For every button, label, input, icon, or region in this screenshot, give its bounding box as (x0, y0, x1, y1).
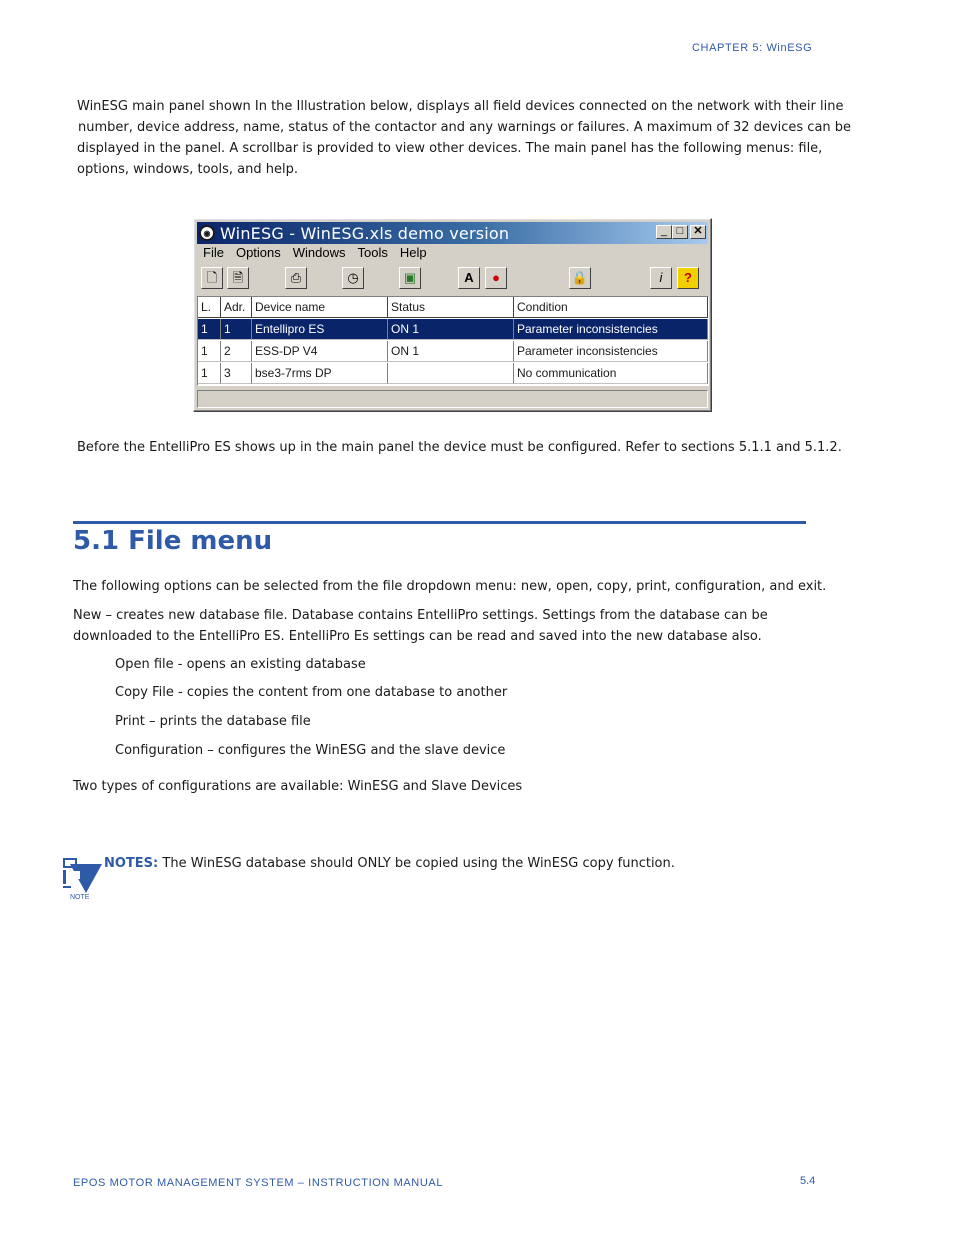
note-text (104, 853, 675, 874)
font-icon[interactable]: A (458, 267, 480, 289)
title-bar (197, 222, 708, 244)
cell-status: ON 1 (388, 341, 514, 362)
maximize-icon[interactable]: □ (672, 225, 688, 239)
print-icon[interactable]: ⎙ (285, 267, 307, 289)
table-header (198, 297, 708, 319)
column-header[interactable]: Status (388, 297, 514, 318)
cell-address: 2 (221, 341, 252, 362)
new-file-icon[interactable]: 🗋 (201, 267, 223, 289)
window-title: WinESG - WinESG.xls demo version (220, 223, 510, 243)
column-header[interactable]: Device name (252, 297, 388, 318)
table-row[interactable] (198, 341, 708, 363)
info-icon[interactable]: i (650, 267, 672, 289)
cell-line: 1 (198, 319, 221, 340)
intro-paragraph (77, 96, 852, 180)
cell-line: 1 (198, 341, 221, 362)
footer-manual-title: EPOS MOTOR MANAGEMENT SYSTEM – INSTRUCTION MANUAL (73, 1177, 444, 1189)
window-controls (656, 225, 706, 239)
column-header[interactable]: Condition (514, 297, 708, 318)
cell-address: 1 (221, 319, 252, 340)
chapter-heading: CHAPTER 5: WinESG (692, 42, 813, 54)
note-label: NOTES: (104, 856, 159, 871)
note-icon (60, 855, 104, 905)
page-number: 5.4 (800, 1175, 816, 1187)
new-file-paragraph (73, 605, 833, 647)
status-bar (197, 390, 708, 408)
new-file-line: downloaded to the EntelliPro ES. EntelliPro Es settings can be read and saved into the new database also. (73, 629, 762, 644)
configure-icon[interactable]: ▣ (399, 267, 421, 289)
cell-status (388, 363, 514, 384)
cell-status: ON 1 (388, 319, 514, 340)
app-icon: ◉ (199, 225, 215, 241)
column-header[interactable]: L. (198, 297, 221, 318)
lock-icon[interactable]: 🔒 (569, 267, 591, 289)
intro-line: WinESG main panel shown In the Illustration below, displays all field devices connected on the network with their line (77, 99, 844, 114)
menu-tools[interactable]: Tools (357, 245, 388, 260)
clock-icon[interactable]: ◷ (342, 267, 364, 289)
intro-line: options, windows, tools, and help. (77, 162, 298, 177)
help-icon[interactable]: ? (677, 267, 699, 289)
open-file-icon[interactable]: 🗎 (227, 267, 249, 289)
record-icon[interactable]: ● (485, 267, 507, 289)
cell-address: 3 (221, 363, 252, 384)
cell-condition: No communication (514, 363, 708, 384)
minimize-icon[interactable]: _ (656, 225, 672, 239)
list-item: Open file - opens an existing database (115, 657, 366, 672)
cell-condition: Parameter inconsistencies (514, 341, 708, 362)
cell-device-name: bse3-7rms DP (252, 363, 388, 384)
list-item: Configuration – configures the WinESG and the slave device (115, 743, 506, 758)
winesg-main-panel-screenshot (193, 218, 712, 412)
section-title: 5.1 File menu (73, 526, 273, 556)
menu-file[interactable]: File (203, 245, 224, 260)
menu-options[interactable]: Options (235, 245, 281, 260)
configure-note-paragraph: Before the EntelliPro ES shows up in the main panel the device must be configured. Refer to sections 5.1.1 and 5.1.2. (77, 440, 842, 455)
cell-device-name: ESS-DP V4 (252, 341, 388, 362)
table-row[interactable] (198, 319, 708, 341)
device-table (197, 296, 709, 386)
toolbar (197, 265, 708, 291)
intro-line: displayed in the panel. A scrollbar is provided to view other devices. The main panel has the following menus: file, (77, 141, 823, 156)
menu-windows[interactable]: Windows (292, 245, 346, 260)
cell-device-name: Entellipro ES (252, 319, 388, 340)
file-options-paragraph: The following options can be selected from the file dropdown menu: new, open, copy, print, configuration, and exit. (73, 579, 827, 594)
menu-bar (197, 245, 433, 263)
list-item: Copy File - copies the content from one database to another (115, 685, 508, 700)
section-divider (73, 521, 806, 524)
intro-line: number, device address, name, status of the contactor and any warnings or failures. A maximum of 32 devices can be (78, 120, 852, 135)
new-file-line: New – creates new database file. Database contains EntelliPro settings. Settings from the database can be (73, 608, 768, 623)
cell-condition: Parameter inconsistencies (514, 319, 708, 340)
table-row[interactable] (198, 363, 708, 385)
list-item: Print – prints the database file (115, 714, 311, 729)
close-icon[interactable]: ✕ (690, 225, 706, 239)
cell-line: 1 (198, 363, 221, 384)
menu-help[interactable]: Help (399, 245, 427, 260)
column-header[interactable]: Adr. (221, 297, 252, 318)
note-body: The WinESG database should ONLY be copied using the WinESG copy function. (158, 856, 675, 871)
configuration-types-paragraph: Two types of configurations are available: WinESG and Slave Devices (73, 779, 523, 794)
note-icon-caption: NOTE (70, 894, 90, 901)
